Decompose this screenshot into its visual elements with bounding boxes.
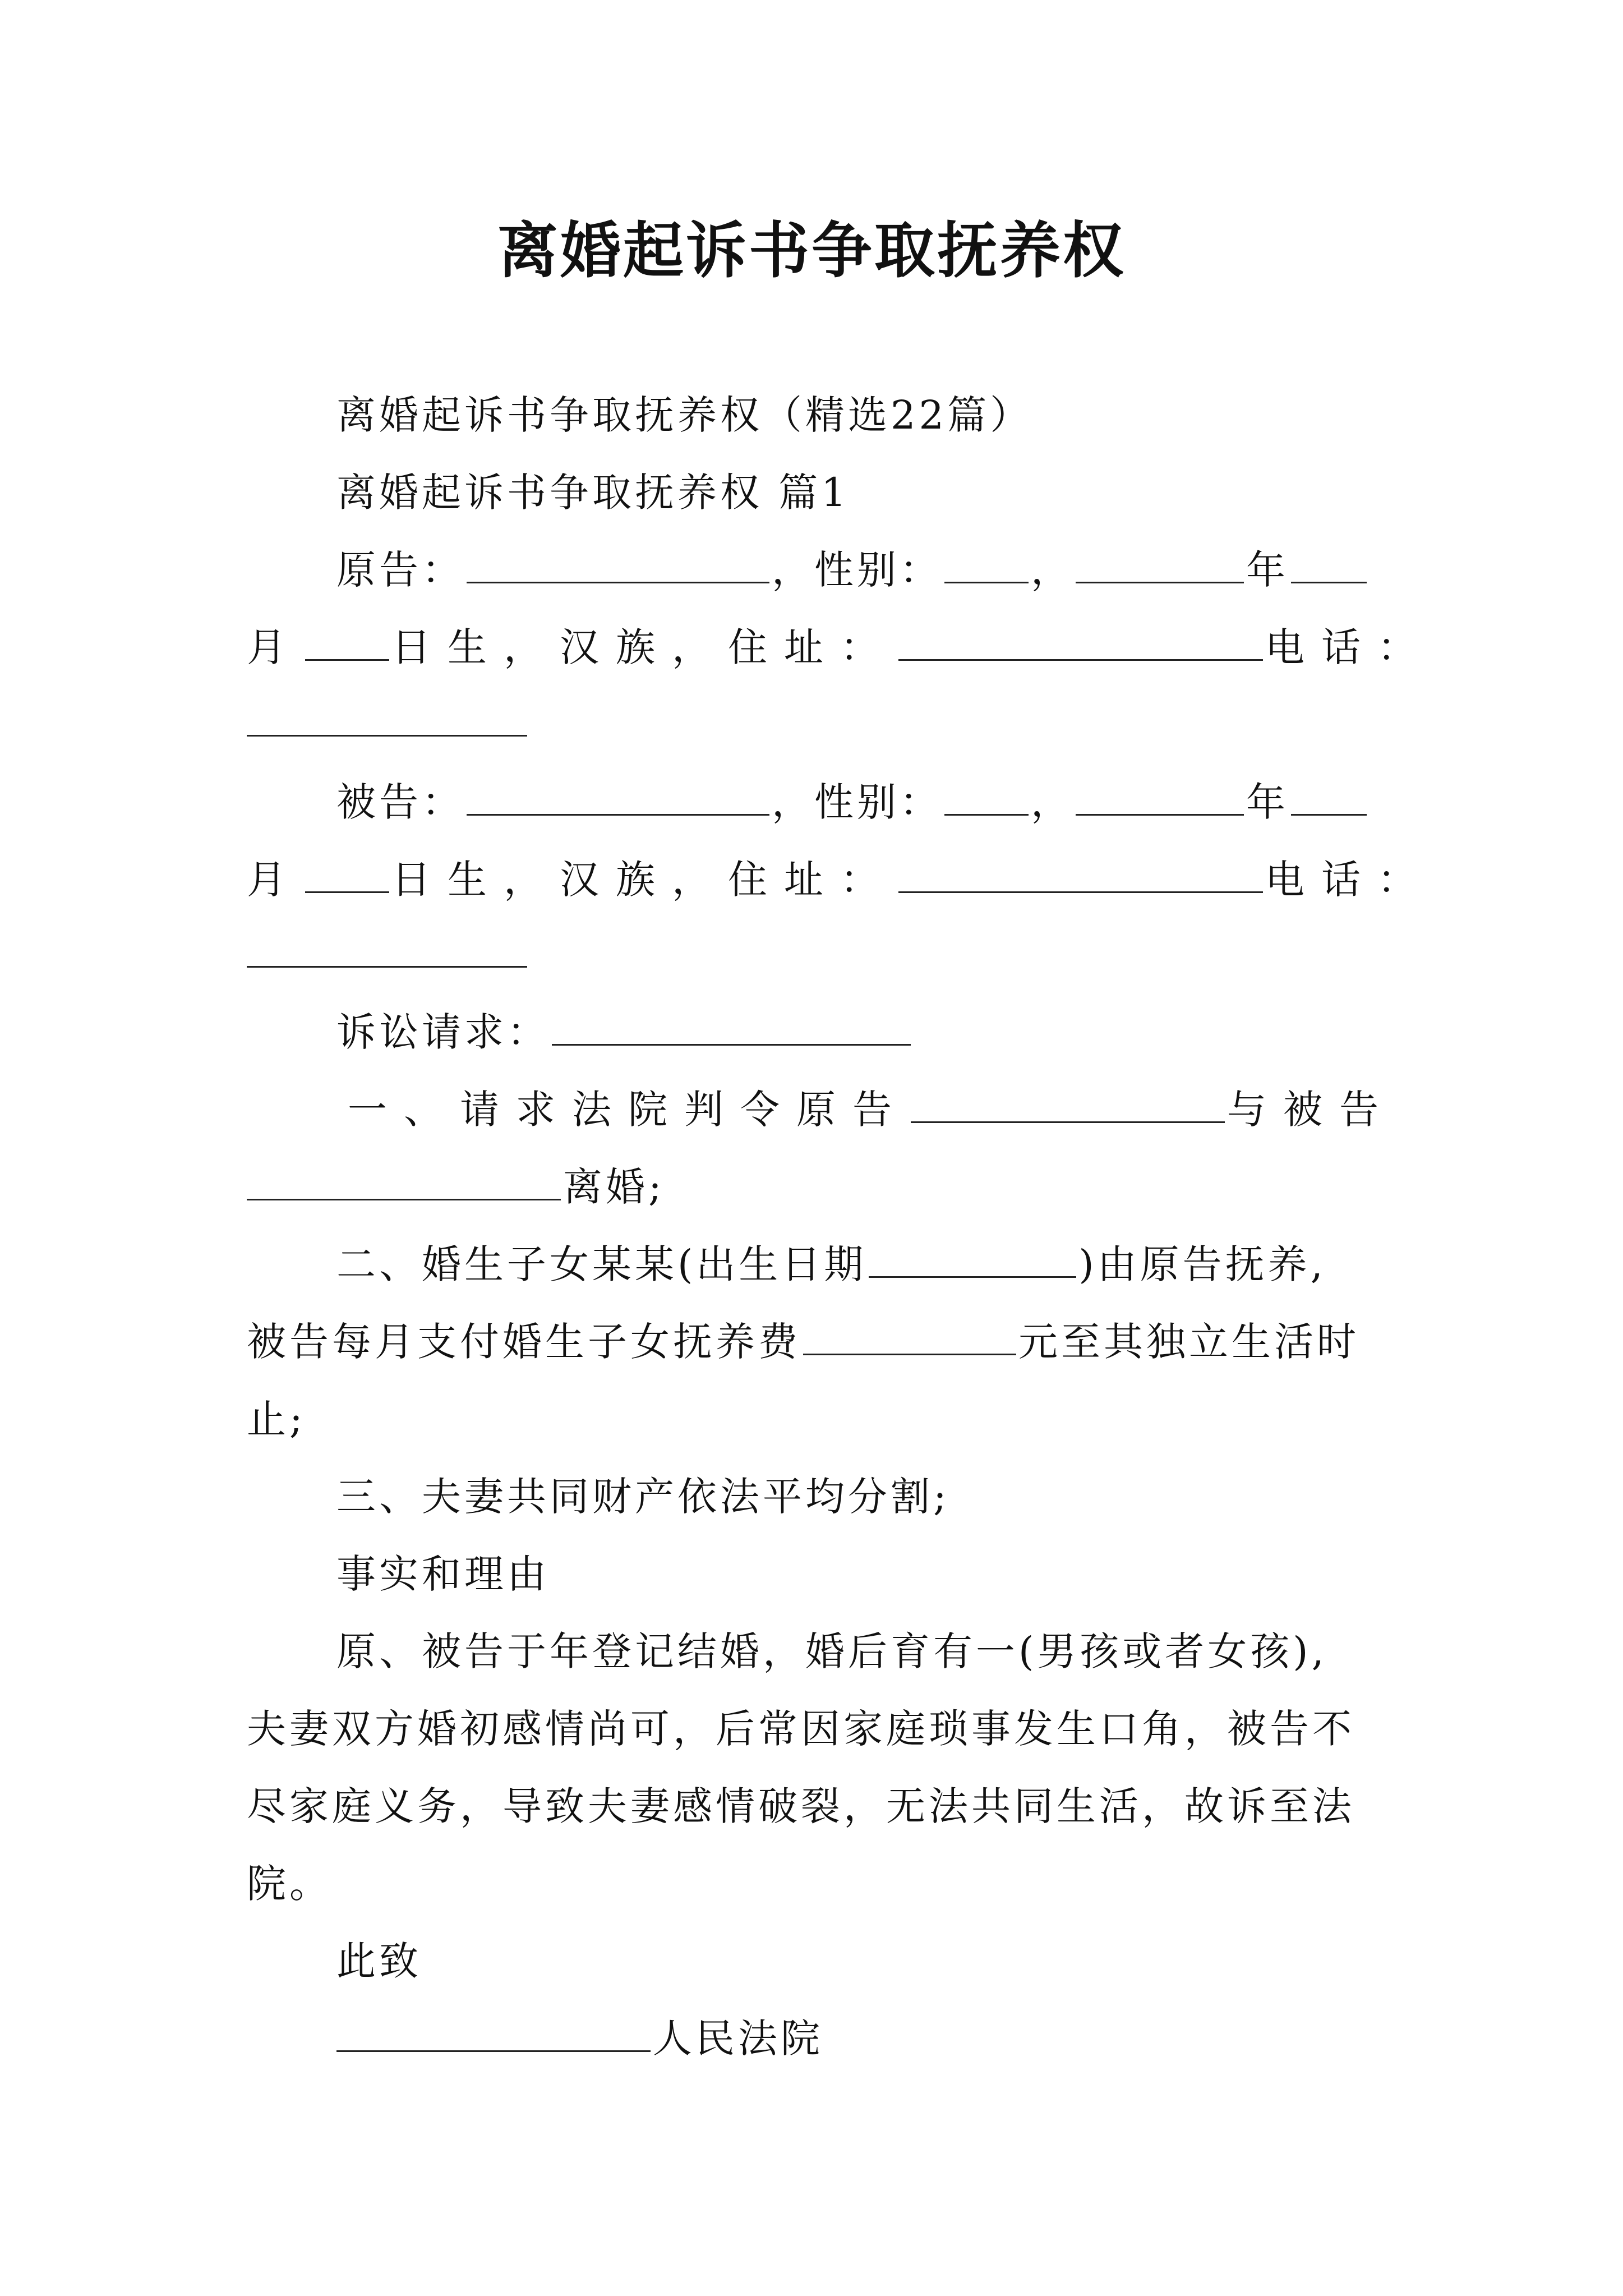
defendant-phone-blank <box>247 966 527 968</box>
claim-1-mid: 与被告 <box>1227 1087 1395 1133</box>
defendant-line-2 <box>247 852 1433 908</box>
plaintiff-line-2 <box>247 619 1433 675</box>
closing: 此致 <box>336 1938 422 1984</box>
plaintiff-month-blank <box>1291 547 1367 583</box>
facts-line-1: 原、被告于年登记结婚，婚后育有一(男孩或者女孩), <box>336 1628 1327 1674</box>
claims-label: 诉讼请求： <box>336 1009 550 1055</box>
claims-line <box>336 1004 913 1060</box>
claim-1-defendant-blank <box>247 1164 561 1200</box>
plaintiff-line-1 <box>336 542 1369 598</box>
court-name-blank <box>336 2016 651 2052</box>
defendant-sep: ， <box>1031 779 1073 825</box>
plaintiff-year-blank <box>1076 547 1244 583</box>
claim-3: 三、夫妻共同财产依法平均分割; <box>336 1474 950 1520</box>
plaintiff-sep: ， <box>1031 547 1073 593</box>
court-line <box>336 2010 823 2067</box>
defendant-month-blank <box>1291 779 1367 816</box>
plaintiff-month-label: 月 <box>247 624 303 670</box>
claim-1-start: 一、请求法院判令原告 <box>348 1087 909 1133</box>
plaintiff-birth-ethnic: 日生，汉族，住址： <box>391 624 896 670</box>
defendant-label: 被告： <box>336 779 464 825</box>
defendant-gender-blank <box>944 779 1029 816</box>
defendant-birth-ethnic: 日生，汉族，住址： <box>391 857 896 903</box>
facts-line-3: 尽家庭义务，导致夫妻感情破裂，无法共同生活，故诉至法 <box>247 1783 1355 1829</box>
defendant-name-blank <box>467 779 769 816</box>
facts-line-4: 院。 <box>247 1861 332 1907</box>
plaintiff-phone-blank <box>247 735 527 737</box>
claim-1-line-1 <box>348 1082 1395 1138</box>
facts-heading: 事实和理由 <box>336 1551 550 1597</box>
claim-2-line1-start: 二、婚生子女某某(出生日期 <box>336 1241 867 1287</box>
section-heading: 离婚起诉书争取抚养权 篇1 <box>336 470 850 516</box>
defendant-line-1 <box>336 774 1369 830</box>
defendant-day-blank <box>305 857 389 893</box>
plaintiff-day-blank <box>305 624 389 661</box>
claim-2-line-2 <box>247 1314 1359 1370</box>
claim-1-plaintiff-blank <box>911 1087 1225 1123</box>
claim-1-line-2 <box>247 1159 665 1215</box>
claim-1-end: 离婚; <box>563 1164 665 1210</box>
court-suffix: 人民法院 <box>653 2016 823 2062</box>
claim-2-line2-start: 被告每月支付婚生子女抚养费 <box>247 1319 801 1365</box>
defendant-year-label: 年 <box>1246 779 1289 825</box>
document-subtitle: 离婚起诉书争取抚养权（精选22篇） <box>336 392 1033 438</box>
defendant-gender-label: ，性别： <box>772 779 942 825</box>
plaintiff-address-blank <box>898 624 1263 661</box>
claim-2-line-3: 止; <box>247 1396 306 1442</box>
plaintiff-label: 原告： <box>336 547 464 593</box>
claims-blank <box>552 1009 911 1046</box>
plaintiff-phone-label: 电话： <box>1265 624 1433 670</box>
claim-2-line2-end: 元至其独立生活时 <box>1018 1319 1359 1365</box>
defendant-address-blank <box>898 857 1263 893</box>
plaintiff-gender-label: ，性别： <box>772 547 942 593</box>
claim-2-amount-blank <box>803 1319 1016 1355</box>
document-title: 离婚起诉书争取抚养权 <box>497 215 1126 286</box>
defendant-phone-label: 电话： <box>1265 857 1433 903</box>
plaintiff-name-blank <box>467 547 769 583</box>
facts-line-2: 夫妻双方婚初感情尚可，后常因家庭琐事发生口角，被告不 <box>247 1706 1355 1752</box>
plaintiff-gender-blank <box>944 547 1029 583</box>
claim-2-birthdate-blank <box>869 1241 1076 1278</box>
plaintiff-year-label: 年 <box>1246 547 1289 593</box>
claim-2-line-1 <box>336 1236 1326 1292</box>
defendant-month-label: 月 <box>247 857 303 903</box>
claim-2-line1-end: )由原告抚养, <box>1078 1241 1326 1287</box>
defendant-year-blank <box>1076 779 1244 816</box>
